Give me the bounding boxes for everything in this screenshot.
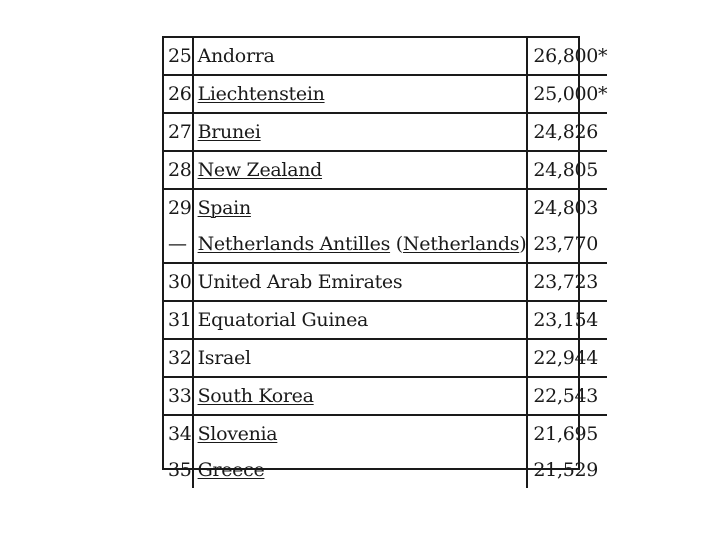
country-link[interactable]: Brunei <box>197 121 261 143</box>
value-cell: 22,944 <box>527 339 607 377</box>
table-row <box>164 75 607 113</box>
table-row <box>164 377 607 415</box>
country-cell <box>193 113 528 151</box>
rank-cell: 29 <box>164 189 193 226</box>
country-link[interactable]: Greece <box>197 459 265 481</box>
country-cell <box>193 151 528 189</box>
rank-cell: 33 <box>164 377 193 415</box>
country-cell <box>193 339 528 377</box>
country-cell <box>193 38 528 75</box>
rank-cell: 35 <box>164 452 193 488</box>
rank-cell: 31 <box>164 301 193 339</box>
value-cell: 23,770 <box>527 226 607 263</box>
rank-cell: 28 <box>164 151 193 189</box>
paren-open: ( <box>390 233 403 255</box>
table-row <box>164 38 607 75</box>
value-cell: 22,543 <box>527 377 607 415</box>
country-link[interactable]: Slovenia <box>197 423 278 445</box>
country-cell <box>193 301 528 339</box>
value-cell: 24,826 <box>527 113 607 151</box>
country-link[interactable]: Liechtenstein <box>197 83 325 105</box>
value-cell: 21,695 <box>533 423 599 445</box>
rank-cell: 30 <box>164 263 193 301</box>
country-cell <box>193 263 528 301</box>
rank-cell: 27 <box>164 113 193 151</box>
country-cell <box>193 75 528 113</box>
country-cell <box>193 377 528 415</box>
table-row <box>164 189 607 226</box>
value-cell: 21,529 <box>533 459 599 481</box>
country-name: Israel <box>197 347 251 369</box>
table-row <box>164 113 607 151</box>
value-cell: 23,723 <box>527 263 607 301</box>
value-cell: 24,805 <box>527 151 607 189</box>
country-name: Andorra <box>197 45 275 67</box>
rank-cell: — <box>164 226 193 263</box>
table-row <box>164 301 607 339</box>
table-row <box>164 415 607 452</box>
value-cell: 24,803 <box>533 197 599 219</box>
country-name: United Arab Emirates <box>197 271 403 293</box>
country-link[interactable]: Netherlands Antilles <box>197 233 391 255</box>
rank-cell: 34 <box>164 415 193 452</box>
ranking-table <box>164 38 607 488</box>
country-cell <box>193 189 528 226</box>
table-row <box>164 151 607 189</box>
country-link[interactable]: Spain <box>197 197 251 219</box>
ranking-table-frame <box>162 36 608 481</box>
country-cell <box>193 226 528 263</box>
table-row <box>164 263 607 301</box>
country-cell <box>193 452 528 488</box>
country-link[interactable]: South Korea <box>197 385 314 407</box>
country-link[interactable]: New Zealand <box>197 159 323 181</box>
paren-close: ) <box>519 233 527 255</box>
value-cell: 26,800* <box>527 38 607 75</box>
country-cell <box>193 415 528 452</box>
rank-cell: 25 <box>164 38 193 75</box>
rank-cell: 32 <box>164 339 193 377</box>
table-row <box>164 452 607 488</box>
value-cell: 23,154 <box>527 301 607 339</box>
country-name: Equatorial Guinea <box>197 309 369 331</box>
table-row <box>164 226 607 263</box>
rank-cell: 26 <box>164 75 193 113</box>
parent-country-link[interactable]: Netherlands <box>402 233 520 255</box>
value-cell: 25,000* <box>527 75 607 113</box>
table-row <box>164 339 607 377</box>
